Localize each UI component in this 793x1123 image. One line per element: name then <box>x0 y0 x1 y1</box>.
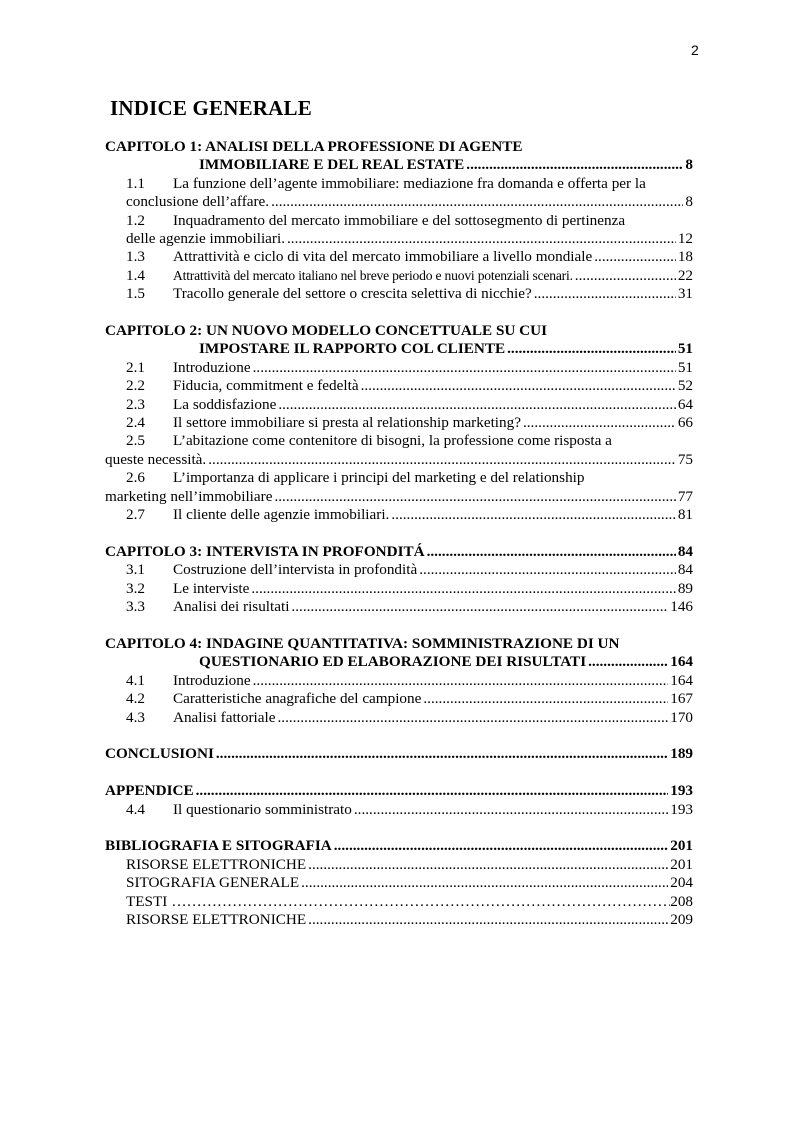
toc-entry[interactable] <box>105 911 693 929</box>
section-number: 3.2 <box>126 579 145 597</box>
section-page: 146 <box>670 598 693 616</box>
dot-leader <box>196 782 669 800</box>
dot-leader <box>391 506 675 524</box>
dot-leader <box>301 874 668 892</box>
dot-leader <box>287 230 676 248</box>
dot-leader <box>361 377 676 395</box>
section-number: 3.3 <box>126 598 145 616</box>
chapter-title: CONCLUSIONI <box>105 745 214 763</box>
page-number: 2 <box>691 42 699 58</box>
section-page: 18 <box>677 248 693 266</box>
section-page: 170 <box>670 708 693 726</box>
section-title: Le interviste <box>173 579 250 597</box>
section-title: Il settore immobiliare si presta al relationship marketing? <box>173 414 521 432</box>
section-page: 22 <box>677 266 693 284</box>
section-number: 2.3 <box>126 395 145 413</box>
toc-entry[interactable] <box>105 248 693 266</box>
section-page: 52 <box>677 377 693 395</box>
toc-entry[interactable] <box>105 175 693 212</box>
toc-entry[interactable] <box>105 690 693 708</box>
dot-leader <box>354 801 668 819</box>
section-page: 164 <box>670 671 693 689</box>
chapter-title: BIBLIOGRAFIA E SITOGRAFIA <box>105 837 332 855</box>
chapter-2 <box>105 322 693 524</box>
chapter-1-title-line2[interactable] <box>105 156 693 174</box>
chapter-title: CAPITOLO 3: INTERVISTA IN PROFONDITÁ <box>105 542 425 560</box>
table-of-contents <box>105 138 693 948</box>
section-title-cont: queste necessità. <box>105 450 207 468</box>
toc-entry[interactable] <box>105 506 693 524</box>
dot-leader <box>291 598 668 616</box>
dot-leader <box>308 911 668 929</box>
dot-leader <box>588 653 668 671</box>
dot-leader <box>427 543 676 561</box>
section-page: 51 <box>677 358 693 376</box>
conclusioni-entry[interactable] <box>105 745 693 763</box>
toc-entry[interactable] <box>105 561 693 579</box>
section-title: Analisi dei risultati <box>173 598 290 616</box>
chapter-page: 8 <box>685 156 693 174</box>
toc-entry[interactable] <box>105 432 693 469</box>
bibliografia <box>105 837 693 929</box>
section-number: 4.4 <box>126 800 145 818</box>
section-title: L’abitazione come contenitore di bisogni, la professione come risposta a <box>173 432 612 450</box>
dot-leader <box>308 856 668 874</box>
chapter-page: 164 <box>670 653 693 671</box>
section-number: 1.2 <box>126 211 145 229</box>
toc-entry[interactable] <box>105 267 693 285</box>
toc-entry[interactable] <box>105 672 693 690</box>
section-title: La funzione dell’agente immobiliare: mediazione fra domanda e offerta per la <box>173 174 646 192</box>
toc-entry[interactable] <box>105 598 693 616</box>
section-page: 84 <box>677 561 693 579</box>
chapter-title: APPENDICE <box>105 782 194 800</box>
dot-leader <box>594 248 676 266</box>
section-title: Fiducia, commitment e fedeltà <box>173 377 359 395</box>
toc-entry[interactable] <box>105 359 693 377</box>
section-page: 8 <box>685 193 693 211</box>
toc-entry[interactable] <box>105 801 693 819</box>
chapter-4 <box>105 635 693 727</box>
section-page: 89 <box>677 579 693 597</box>
section-title: Il cliente delle agenzie immobiliari. <box>173 506 390 524</box>
section-page: 201 <box>670 855 693 873</box>
section-title: SITOGRAFIA GENERALE <box>126 874 300 892</box>
dot-leader <box>216 745 668 763</box>
dot-leader <box>419 561 676 579</box>
section-title: Attrattività del mercato italiano nel breve periodo e nuovi potenziali scenari. <box>173 267 573 283</box>
section-page: 64 <box>677 395 693 413</box>
toc-entry[interactable] <box>105 856 693 874</box>
toc-entry[interactable] <box>105 396 693 414</box>
section-title-cont: conclusione dell’affare. <box>126 193 270 211</box>
dot-leader <box>534 285 676 303</box>
chapter-page: 193 <box>670 782 693 800</box>
dot-leader <box>466 156 683 174</box>
dot-leader <box>423 690 668 708</box>
section-title-cont: marketing nell’immobiliare <box>105 487 273 505</box>
section-title: Caratteristiche anagrafiche del campione <box>173 690 422 708</box>
chapter-3-title[interactable] <box>105 543 693 561</box>
section-number: 1.1 <box>126 174 145 192</box>
section-page: 208 <box>670 892 693 910</box>
section-title: Attrattività e ciclo di vita del mercato immobiliare a livello mondiale <box>173 248 593 266</box>
section-page: 66 <box>677 414 693 432</box>
section-page: 204 <box>670 874 693 892</box>
dot-leader <box>575 267 676 285</box>
chapter-1-title-line1: CAPITOLO 1: ANALISI DELLA PROFESSIONE DI AGENTE <box>105 138 523 155</box>
dot-leader <box>334 837 668 855</box>
conclusioni <box>105 745 693 763</box>
dot-leader <box>274 488 675 506</box>
section-page: 31 <box>677 285 693 303</box>
section-title: La soddisfazione <box>173 395 277 413</box>
section-page: 77 <box>677 487 693 505</box>
section-number: 3.1 <box>126 561 145 579</box>
chapter-page: 84 <box>677 542 693 560</box>
section-title: Costruzione dell’intervista in profondità <box>173 561 418 579</box>
dot-leader <box>271 193 683 211</box>
dot-leader <box>208 451 676 469</box>
section-title: L’importanza di applicare i principi del marketing e del relationship <box>173 469 585 487</box>
section-number: 2.5 <box>126 432 145 450</box>
chapter-4-title-line2[interactable] <box>105 653 693 671</box>
section-page: 12 <box>677 230 693 248</box>
bibliografia-entry[interactable] <box>105 837 693 855</box>
section-number: 1.5 <box>126 285 145 303</box>
dot-leader <box>278 396 675 414</box>
chapter-3 <box>105 543 693 617</box>
chapter-page: 51 <box>677 340 693 358</box>
section-page: 167 <box>670 690 693 708</box>
appendice-entry[interactable] <box>105 782 693 800</box>
section-number: 2.4 <box>126 414 145 432</box>
dot-leader <box>253 359 676 377</box>
chapter-4-title-line1: CAPITOLO 4: INDAGINE QUANTITATIVA: SOMMINISTRAZIONE DI UN <box>105 634 620 652</box>
chapter-2-title-line2[interactable] <box>105 340 693 358</box>
chapter-1 <box>105 138 693 304</box>
section-number: 1.3 <box>126 248 145 266</box>
section-title: Il questionario somministrato <box>173 800 352 818</box>
chapter-title: IMPOSTARE IL RAPPORTO COL CLIENTE <box>199 340 506 358</box>
toc-entry[interactable] <box>105 285 693 303</box>
chapter-title: QUESTIONARIO ED ELABORAZIONE DEI RISULTATI <box>199 653 587 671</box>
toc-entry[interactable] <box>105 580 693 598</box>
dot-leader <box>251 580 675 598</box>
dot-leader <box>253 672 669 690</box>
toc-entry[interactable] <box>105 377 693 395</box>
section-title: Introduzione <box>173 358 251 376</box>
toc-entry[interactable] <box>105 874 693 892</box>
section-number: 2.2 <box>126 377 145 395</box>
chapter-title: IMMOBILIARE E DEL REAL ESTATE <box>199 156 465 174</box>
section-title: Inquadramento del mercato immobiliare e del sottosegmento di pertinenza <box>173 211 626 229</box>
chapter-page: 201 <box>670 837 693 855</box>
section-number: 4.3 <box>126 708 145 726</box>
section-title: RISORSE ELETTRONICHE <box>126 855 307 873</box>
section-title: RISORSE ELETTRONICHE <box>126 910 307 928</box>
section-page: 209 <box>670 910 693 928</box>
section-title: Tracollo generale del settore o crescita selettiva di nicchie? <box>173 285 532 303</box>
dot-leader <box>507 340 676 358</box>
page-title: INDICE GENERALE <box>110 96 312 120</box>
toc-entry[interactable] <box>105 212 693 249</box>
toc-entry[interactable] <box>105 709 693 727</box>
toc-entry[interactable] <box>105 469 693 506</box>
toc-entry[interactable] <box>105 893 693 911</box>
section-title: TESTI <box>126 892 168 910</box>
section-title: Analisi fattoriale <box>173 708 276 726</box>
chapter-page: 189 <box>670 745 693 763</box>
appendice <box>105 782 693 819</box>
section-page: 75 <box>677 450 693 468</box>
dot-leader <box>171 893 670 911</box>
section-number: 4.1 <box>126 671 145 689</box>
chapter-2-title-line1: CAPITOLO 2: UN NUOVO MODELLO CONCETTUALE SU CUI <box>105 322 548 340</box>
section-number: 4.2 <box>126 690 145 708</box>
dot-leader <box>523 414 676 432</box>
section-number: 2.7 <box>126 506 145 524</box>
section-page: 193 <box>670 800 693 818</box>
section-title: Introduzione <box>173 671 251 689</box>
section-page: 81 <box>677 506 693 524</box>
section-number: 2.6 <box>126 469 145 487</box>
section-number: 1.4 <box>126 266 145 284</box>
section-number: 2.1 <box>126 358 145 376</box>
dot-leader <box>277 709 668 727</box>
section-title-cont: delle agenzie immobiliari. <box>126 230 285 248</box>
toc-entry[interactable] <box>105 414 693 432</box>
